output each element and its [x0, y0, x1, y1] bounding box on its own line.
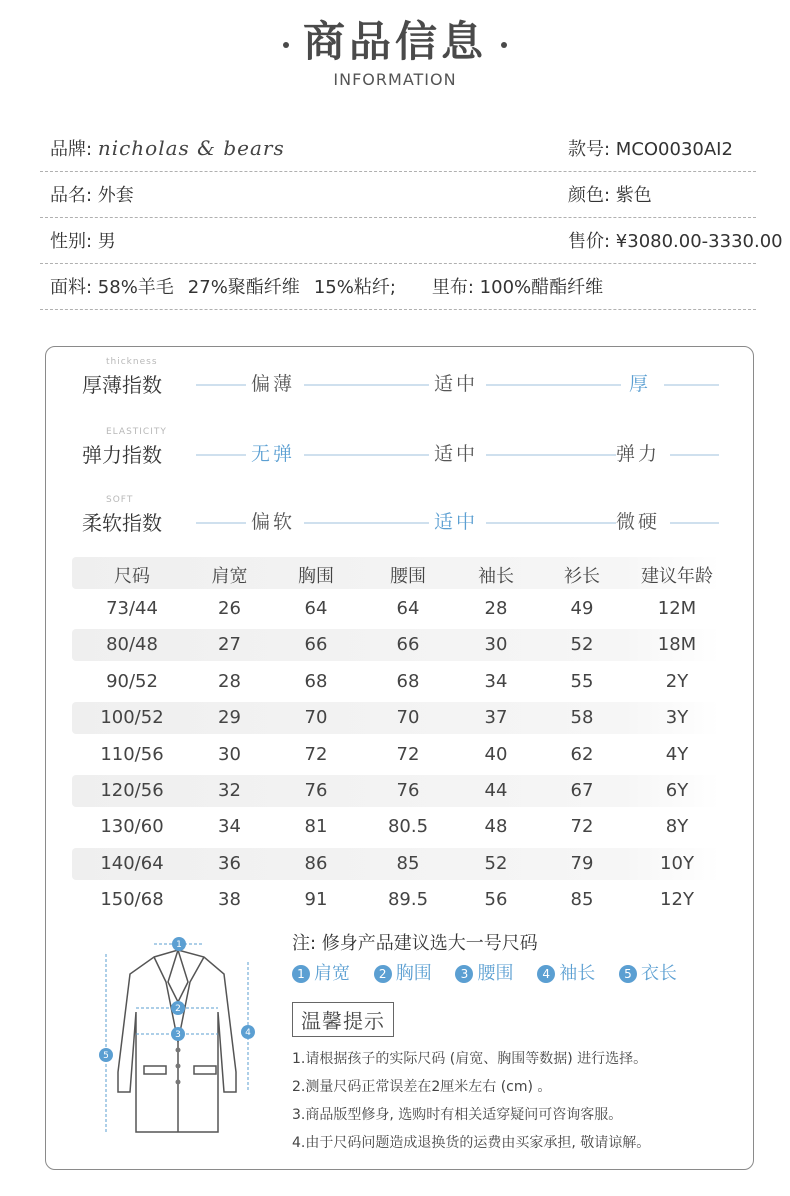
- fabric-wool: 面料: 58%羊毛: [50, 277, 174, 298]
- style-number: 款号: MCO0030AI2: [568, 139, 733, 160]
- tips-title: 温馨提示: [292, 1002, 394, 1037]
- table-cell: 34: [218, 816, 241, 838]
- index-eng-label: thickness: [106, 357, 158, 367]
- brand-logo-text: nicholas & bears: [97, 136, 285, 160]
- table-cell: 27: [218, 634, 241, 656]
- table-cell: 28: [218, 670, 241, 692]
- index-option: 偏软: [251, 511, 296, 533]
- table-cell: 86: [304, 852, 328, 874]
- fabric-field: [50, 273, 603, 299]
- size-table-header: [72, 557, 720, 589]
- legend-item: [374, 959, 432, 985]
- index-line: [486, 384, 621, 386]
- coat-diagram: [96, 932, 266, 1147]
- table-row: [72, 629, 720, 661]
- table-cell: 3Y: [665, 707, 689, 729]
- size-cell: 110/56: [100, 743, 164, 765]
- index-elasticity: [46, 427, 755, 477]
- table-cell: 36: [218, 852, 241, 874]
- index-option-selected: 适中: [434, 511, 479, 533]
- index-line: [196, 454, 246, 456]
- table-cell: 80.5: [387, 816, 429, 838]
- table-cell: 18M: [657, 634, 697, 656]
- tip-item: 4.由于尺码问题造成退换货的运费由买家承担, 敬请谅解。: [292, 1135, 651, 1151]
- table-cell: 12Y: [660, 889, 694, 911]
- table-cell: 68: [304, 670, 328, 692]
- table-cell: 76: [304, 780, 328, 801]
- table-cell: 70: [304, 707, 328, 729]
- legend-label: 肩宽: [314, 963, 350, 984]
- table-cell: 49: [570, 598, 594, 619]
- table-cell: 29: [218, 707, 241, 729]
- table-cell: 6Y: [665, 780, 689, 801]
- marker-label: 3: [175, 1030, 181, 1040]
- column-header: 肩宽: [211, 566, 248, 587]
- table-row: [72, 593, 720, 625]
- table-cell: 58: [570, 707, 594, 729]
- table-cell: 30: [484, 634, 508, 656]
- product-name: 品名: 外套: [50, 185, 134, 206]
- index-line: [196, 522, 246, 524]
- legend-number-icon: 3: [455, 965, 473, 983]
- table-cell: 28: [484, 598, 508, 619]
- table-cell: 52: [570, 634, 594, 656]
- column-header: 胸围: [298, 566, 334, 587]
- legend-label: 袖长: [559, 963, 596, 984]
- index-option-selected: 无弹: [251, 443, 296, 465]
- column-header: 袖长: [478, 566, 514, 587]
- marker-label: 1: [176, 940, 182, 950]
- index-line: [486, 522, 616, 524]
- index-line: [304, 522, 429, 524]
- table-cell: 44: [484, 780, 508, 801]
- table-cell: 64: [396, 598, 420, 619]
- legend-label: 胸围: [395, 963, 432, 984]
- size-cell: 100/52: [100, 707, 164, 729]
- index-thickness: [46, 357, 755, 407]
- column-header: 建议年龄: [641, 566, 713, 587]
- tip-item: 2.测量尺码正常误差在2厘米左右 (cm) 。: [292, 1079, 552, 1095]
- index-eng-label: SOFT: [106, 495, 134, 505]
- table-cell: 70: [396, 707, 420, 729]
- index-line: [664, 384, 719, 386]
- index-option: 适中: [434, 443, 479, 465]
- info-row-gender: [40, 218, 783, 264]
- table-cell: 55: [570, 670, 594, 692]
- table-cell: 67: [570, 780, 594, 801]
- brand-label: 品牌:: [50, 139, 93, 160]
- size-cell: 120/56: [100, 780, 164, 801]
- table-cell: 10Y: [660, 852, 694, 874]
- marker-label: 2: [175, 1004, 181, 1014]
- table-cell: 34: [484, 670, 508, 692]
- table-cell: 89.5: [387, 889, 429, 911]
- table-row: [72, 811, 720, 843]
- page-header: [0, 14, 790, 90]
- size-cell: 80/48: [106, 634, 158, 656]
- table-cell: 68: [396, 670, 420, 692]
- index-option-selected: 厚: [629, 373, 652, 395]
- table-cell: 85: [396, 852, 420, 874]
- table-cell: 56: [484, 889, 508, 911]
- column-header: 尺码: [114, 566, 150, 587]
- table-cell: 66: [396, 634, 420, 656]
- marker-label: 5: [103, 1051, 109, 1061]
- table-cell: 81: [304, 816, 328, 838]
- legend-number-icon: 2: [374, 965, 392, 983]
- size-cell: 150/68: [100, 889, 164, 911]
- table-cell: 26: [218, 598, 241, 619]
- index-option: 偏薄: [251, 373, 296, 395]
- measure-legend: [292, 959, 695, 985]
- column-header: 腰围: [390, 566, 426, 587]
- table-cell: 62: [570, 743, 594, 765]
- title-dot-left: [283, 42, 289, 48]
- size-cell: 73/44: [106, 598, 158, 619]
- legend-label: 腰围: [477, 963, 514, 984]
- index-softness: [46, 495, 755, 545]
- tip-item: 3.商品版型修身, 选购时有相关适穿疑问可咨询客服。: [292, 1107, 623, 1123]
- legend-number-icon: 5: [619, 965, 637, 983]
- table-cell: 72: [570, 816, 594, 838]
- table-cell: 66: [304, 634, 328, 656]
- title-dot-right: [501, 42, 507, 48]
- legend-item: [619, 959, 677, 985]
- legend-item: [455, 959, 513, 985]
- legend-label: 衣长: [640, 963, 677, 984]
- product-price: 售价: ¥3080.00-3330.00: [568, 231, 783, 252]
- table-row: [72, 739, 720, 771]
- table-row: [72, 775, 720, 807]
- table-cell: 72: [396, 743, 420, 765]
- fabric-viscose: 15%粘纤;: [313, 277, 396, 298]
- brand-field: [50, 135, 285, 161]
- lining-field: 里布: 100%醋酯纤维: [431, 277, 604, 298]
- size-cell: 130/60: [100, 816, 164, 838]
- size-card: [45, 346, 754, 1170]
- table-cell: 8Y: [665, 816, 689, 838]
- product-gender: 性别: 男: [50, 231, 116, 252]
- index-line: [670, 522, 719, 524]
- tip-item: 1.请根据孩子的实际尺码 (肩宽、胸围等数据) 进行选择。: [292, 1051, 648, 1067]
- page-title: [0, 14, 790, 70]
- table-cell: 52: [484, 852, 508, 874]
- index-line: [304, 454, 429, 456]
- index-line: [304, 384, 429, 386]
- index-eng-label: ELASTICITY: [106, 427, 167, 437]
- size-note: 注: 修身产品建议选大一号尺码: [292, 933, 538, 954]
- coat-outline: [118, 950, 236, 1132]
- table-cell: 76: [396, 780, 420, 801]
- index-option: 微硬: [616, 511, 661, 533]
- table-row: [72, 848, 720, 880]
- marker-label: 4: [245, 1028, 251, 1038]
- index-name: 弹力指数: [82, 443, 162, 467]
- tips-list: [292, 1045, 650, 1157]
- index-name: 厚薄指数: [82, 373, 162, 397]
- table-row: [72, 884, 720, 916]
- table-cell: 38: [218, 889, 241, 911]
- legend-number-icon: 4: [537, 965, 555, 983]
- table-cell: 91: [304, 889, 328, 911]
- table-cell: 12M: [657, 598, 697, 619]
- index-line: [486, 454, 616, 456]
- table-cell: 40: [484, 743, 508, 765]
- size-cell: 140/64: [100, 852, 164, 874]
- legend-number-icon: 1: [292, 965, 310, 983]
- size-cell: 90/52: [106, 670, 158, 692]
- table-cell: 85: [570, 889, 594, 911]
- table-row: [72, 702, 720, 734]
- table-cell: 64: [304, 598, 328, 619]
- index-line: [196, 384, 246, 386]
- table-cell: 4Y: [665, 743, 689, 765]
- table-cell: 37: [484, 707, 508, 729]
- table-cell: 48: [484, 816, 508, 838]
- index-line: [670, 454, 719, 456]
- legend-item: [292, 959, 350, 985]
- table-cell: 32: [218, 780, 241, 801]
- legend-item: [537, 959, 595, 985]
- table-row: [72, 666, 720, 698]
- table-cell: 2Y: [665, 670, 689, 692]
- index-option: 适中: [434, 373, 479, 395]
- page-title-text: 商品信息: [302, 17, 487, 66]
- table-cell: 79: [570, 852, 594, 874]
- product-color: 颜色: 紫色: [568, 185, 652, 206]
- column-header: 衫长: [564, 566, 600, 587]
- info-row-fabric: [40, 264, 756, 310]
- fabric-polyester: 27%聚酯纤维: [187, 277, 300, 298]
- info-row-name: [40, 172, 756, 218]
- index-name: 柔软指数: [82, 511, 162, 535]
- index-option: 弹力: [616, 443, 661, 465]
- table-cell: 72: [304, 743, 328, 765]
- table-cell: 30: [218, 743, 241, 765]
- page-subtitle: INFORMATION: [333, 70, 457, 89]
- info-row-brand: [40, 126, 756, 172]
